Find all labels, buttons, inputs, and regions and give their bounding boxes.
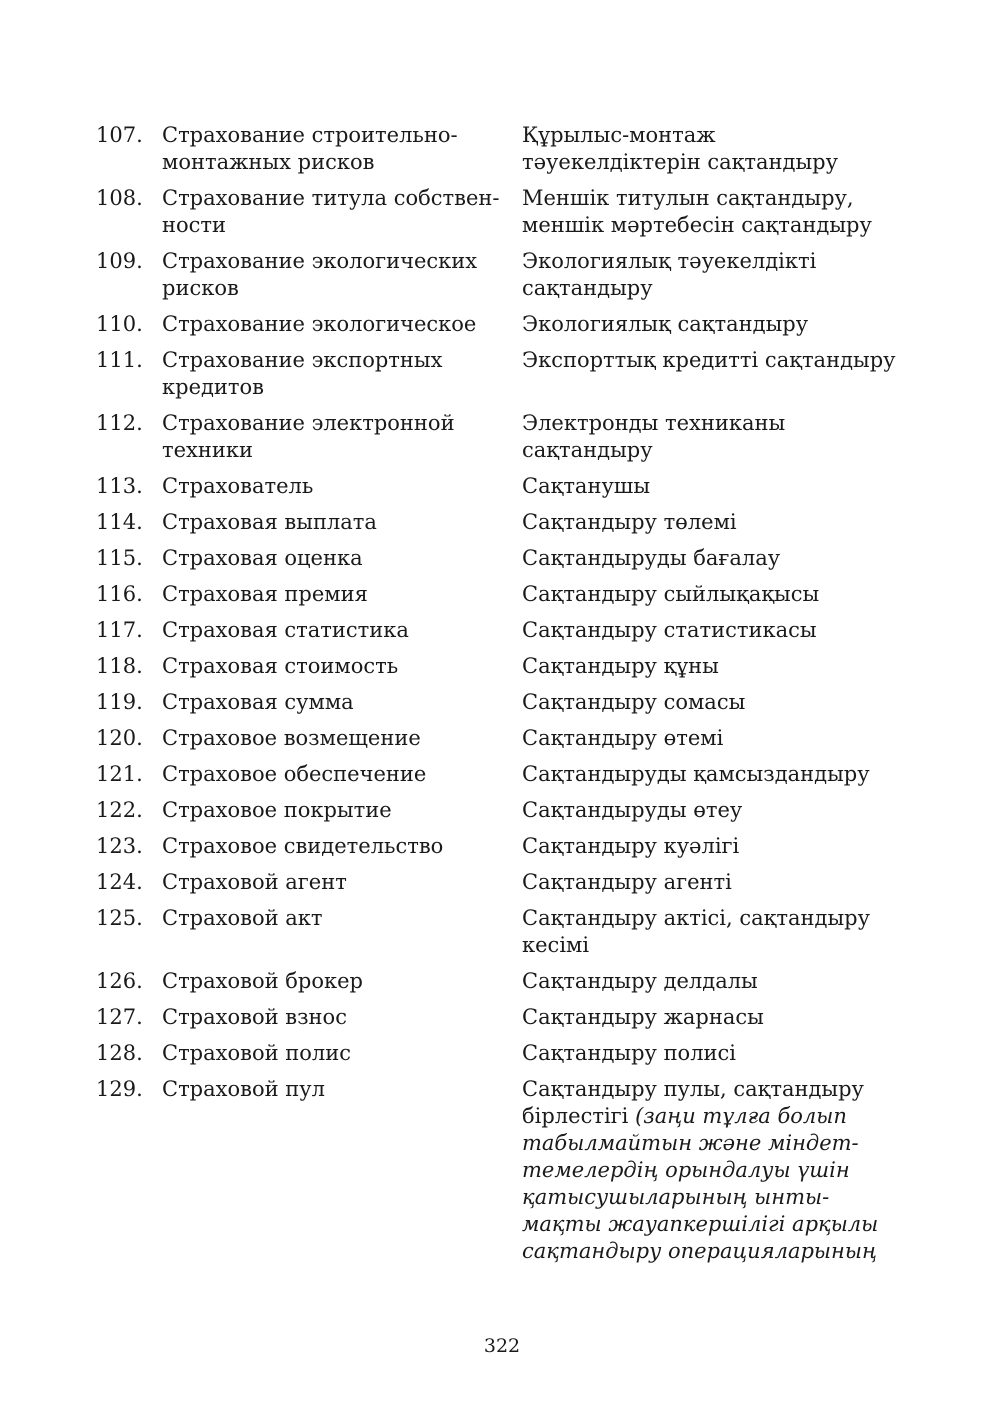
entry-number: 124.	[96, 870, 143, 894]
russian-term: Страховая стоимость	[162, 654, 399, 678]
kazakh-term-italic-note: (заңи тұлға болып табылмайтын және міндет- темелердің орындалуы үшін қатысушыларының ынты- мақты жауапкершілігі арқылы сақтандыру операцияларының	[522, 1104, 879, 1263]
russian-term: Страхование строительно- монтажных рисков	[162, 123, 458, 174]
russian-term: Страхование титула собствен- ности	[162, 186, 500, 237]
russian-term: Страхование экологических рисков	[162, 249, 478, 300]
russian-term: Страховое возмещение	[162, 726, 421, 750]
glossary-entry-120	[96, 725, 926, 752]
kazakh-term-text: Сақтандыруды қамсыздандыру	[522, 762, 870, 786]
kazakh-term-text: Сақтандыру жарнасы	[522, 1005, 764, 1029]
glossary-entry-126	[96, 968, 926, 995]
russian-term: Страхователь	[162, 474, 314, 498]
kazakh-term-text: Экологиялық тәуекелдікті сақтандыру	[522, 249, 817, 300]
glossary-entry-116	[96, 581, 926, 608]
entry-number: 114.	[96, 510, 143, 534]
russian-term: Страхование экспортных кредитов	[162, 348, 443, 399]
entry-number: 109.	[96, 249, 143, 273]
kazakh-term	[522, 1040, 926, 1067]
russian-term: Страховой полис	[162, 1041, 352, 1065]
entry-number: 125.	[96, 906, 143, 930]
glossary-entry-127	[96, 1004, 926, 1031]
glossary-entry-107	[96, 122, 926, 176]
kazakh-term	[522, 509, 926, 536]
entry-number: 126.	[96, 969, 143, 993]
entry-number: 122.	[96, 798, 143, 822]
kazakh-term	[522, 869, 926, 896]
kazakh-term-text: Меншік титулын сақтандыру, меншік мәртебесін сақтандыру	[522, 186, 872, 237]
kazakh-term	[522, 968, 926, 995]
entry-number: 110.	[96, 312, 143, 336]
kazakh-term	[522, 185, 926, 239]
russian-term: Страховая статистика	[162, 618, 409, 642]
russian-term: Страховая сумма	[162, 690, 354, 714]
glossary-entry-121	[96, 761, 926, 788]
kazakh-term	[522, 347, 926, 374]
kazakh-term-text: Сақтандыру актісі, сақтандыру кесімі	[522, 906, 870, 957]
glossary-entry-125	[96, 905, 926, 959]
glossary-entry-117	[96, 617, 926, 644]
russian-term: Страхование электронной техники	[162, 411, 455, 462]
kazakh-term	[522, 653, 926, 680]
russian-term: Страховая оценка	[162, 546, 363, 570]
entry-number: 111.	[96, 348, 143, 372]
kazakh-term	[522, 617, 926, 644]
russian-term: Страховой брокер	[162, 969, 363, 993]
kazakh-term	[522, 833, 926, 860]
kazakh-term	[522, 1076, 926, 1265]
entry-number: 115.	[96, 546, 143, 570]
kazakh-term	[522, 473, 926, 500]
entry-number: 119.	[96, 690, 143, 714]
kazakh-term-text: Экспорттық кредитті сақтандыру	[522, 348, 896, 372]
kazakh-term-text: Сақтандыру статистикасы	[522, 618, 817, 642]
kazakh-term	[522, 725, 926, 752]
entry-number: 108.	[96, 186, 143, 210]
glossary-entry-118	[96, 653, 926, 680]
entry-number: 112.	[96, 411, 143, 435]
kazakh-term-text: Сақтандыру пулы, сақтандыру бірлестігі	[522, 1077, 864, 1128]
kazakh-term-text: Сақтандыру агенті	[522, 870, 732, 894]
page-number: 322	[483, 1335, 521, 1357]
kazakh-term	[522, 545, 926, 572]
glossary-entry-128	[96, 1040, 926, 1067]
glossary-entry-124	[96, 869, 926, 896]
entry-number: 107.	[96, 123, 143, 147]
entry-number: 120.	[96, 726, 143, 750]
glossary-entry-129	[96, 1076, 926, 1265]
kazakh-term-text: Экологиялық сақтандыру	[522, 312, 809, 336]
glossary-list	[96, 122, 926, 1274]
kazakh-term-text: Электронды техниканы сақтандыру	[522, 411, 786, 462]
entry-number: 116.	[96, 582, 143, 606]
glossary-entry-123	[96, 833, 926, 860]
kazakh-term-text: Сақтандыруды бағалау	[522, 546, 781, 570]
russian-term: Страховое обеспечение	[162, 762, 427, 786]
entry-number: 123.	[96, 834, 143, 858]
kazakh-term-text: Сақтандыру полисі	[522, 1041, 737, 1065]
kazakh-term-text: Сақтандыру куәлігі	[522, 834, 740, 858]
glossary-entry-115	[96, 545, 926, 572]
russian-term: Страховое покрытие	[162, 798, 392, 822]
kazakh-term-text: Сақтандыру төлемі	[522, 510, 737, 534]
entry-number: 117.	[96, 618, 143, 642]
kazakh-term	[522, 311, 926, 338]
russian-term: Страховая премия	[162, 582, 368, 606]
glossary-entry-109	[96, 248, 926, 302]
kazakh-term	[522, 248, 926, 302]
glossary-entry-110	[96, 311, 926, 338]
glossary-entry-108	[96, 185, 926, 239]
kazakh-term-text: Сақтанушы	[522, 474, 651, 498]
kazakh-term-text: Сақтандыру құны	[522, 654, 719, 678]
kazakh-term	[522, 410, 926, 464]
glossary-entry-119	[96, 689, 926, 716]
russian-term: Страховой агент	[162, 870, 347, 894]
kazakh-term	[522, 581, 926, 608]
kazakh-term	[522, 122, 926, 176]
russian-term: Страховое свидетельство	[162, 834, 444, 858]
russian-term: Страховой пул	[162, 1077, 325, 1101]
kazakh-term	[522, 797, 926, 824]
kazakh-term-text: Құрылыс-монтаж тәуекелдіктерін сақтандыру	[522, 123, 838, 174]
russian-term: Страховая выплата	[162, 510, 377, 534]
kazakh-term-text: Сақтандыруды өтеу	[522, 798, 743, 822]
glossary-entry-114	[96, 509, 926, 536]
entry-number: 121.	[96, 762, 143, 786]
russian-term: Страховой акт	[162, 906, 323, 930]
kazakh-term	[522, 761, 926, 788]
entry-number: 127.	[96, 1005, 143, 1029]
kazakh-term	[522, 905, 926, 959]
kazakh-term-text: Сақтандыру өтемі	[522, 726, 724, 750]
entry-number: 118.	[96, 654, 143, 678]
kazakh-term-text: Сақтандыру сыйлықақысы	[522, 582, 820, 606]
glossary-entry-112	[96, 410, 926, 464]
russian-term: Страховой взнос	[162, 1005, 347, 1029]
kazakh-term	[522, 689, 926, 716]
entry-number: 128.	[96, 1041, 143, 1065]
kazakh-term	[522, 1004, 926, 1031]
entry-number: 129.	[96, 1077, 143, 1101]
kazakh-term-text: Сақтандыру делдалы	[522, 969, 758, 993]
kazakh-term-text: Сақтандыру сомасы	[522, 690, 746, 714]
entry-number: 113.	[96, 474, 143, 498]
glossary-entry-111	[96, 347, 926, 401]
russian-term: Страхование экологическое	[162, 312, 477, 336]
glossary-entry-122	[96, 797, 926, 824]
glossary-entry-113	[96, 473, 926, 500]
